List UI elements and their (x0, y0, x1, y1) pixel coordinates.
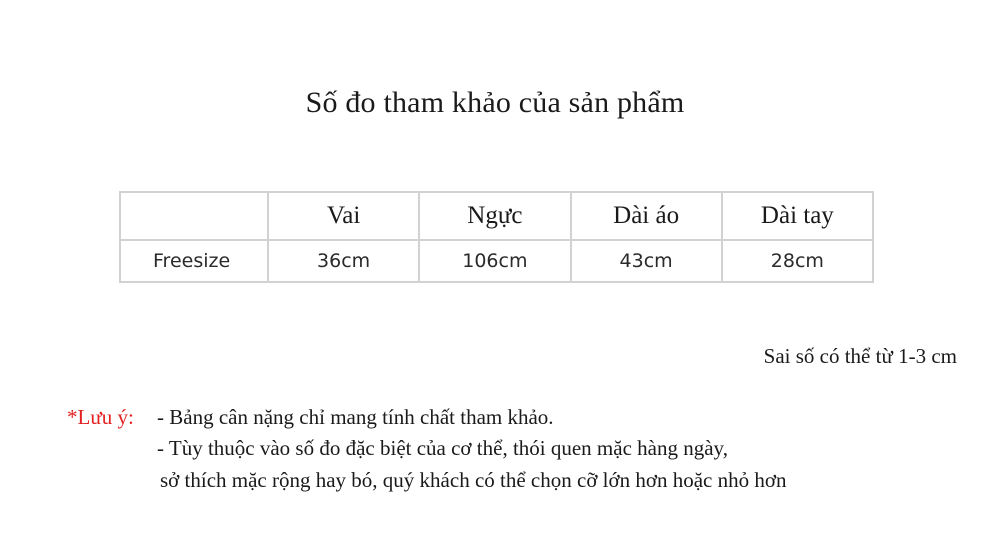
header-cell-vai: Vai (268, 192, 419, 240)
value-cell-nguc: 106cm (419, 240, 570, 282)
header-cell-dai-tay: Dài tay (722, 192, 873, 240)
value-cell-dai-ao: 43cm (571, 240, 722, 282)
size-table (119, 191, 874, 283)
value-cell-vai: 36cm (268, 240, 419, 282)
note-line-3: sở thích mặc rộng hay bó, quý khách có thể chọn cỡ lớn hơn hoặc nhỏ hơn (160, 468, 787, 492)
value-cell-dai-tay: 28cm (722, 240, 873, 282)
header-cell-nguc: Ngực (419, 192, 570, 240)
page-title: Số đo tham khảo của sản phẩm (305, 86, 685, 119)
tolerance-note: Sai số có thể từ 1-3 cm (763, 344, 957, 368)
note-line-2: - Tùy thuộc vào số đo đặc biệt của cơ thể, thói quen mặc hàng ngày, (157, 436, 728, 460)
table-row (120, 240, 873, 282)
header-cell-dai-ao: Dài áo (571, 192, 722, 240)
table-header-row (120, 192, 873, 240)
note-line-1: - Bảng cân nặng chỉ mang tính chất tham khảo. (157, 405, 554, 429)
header-cell-empty (120, 192, 268, 240)
note-label: *Lưu ý: (67, 405, 134, 429)
size-label-cell: Freesize (120, 240, 268, 282)
